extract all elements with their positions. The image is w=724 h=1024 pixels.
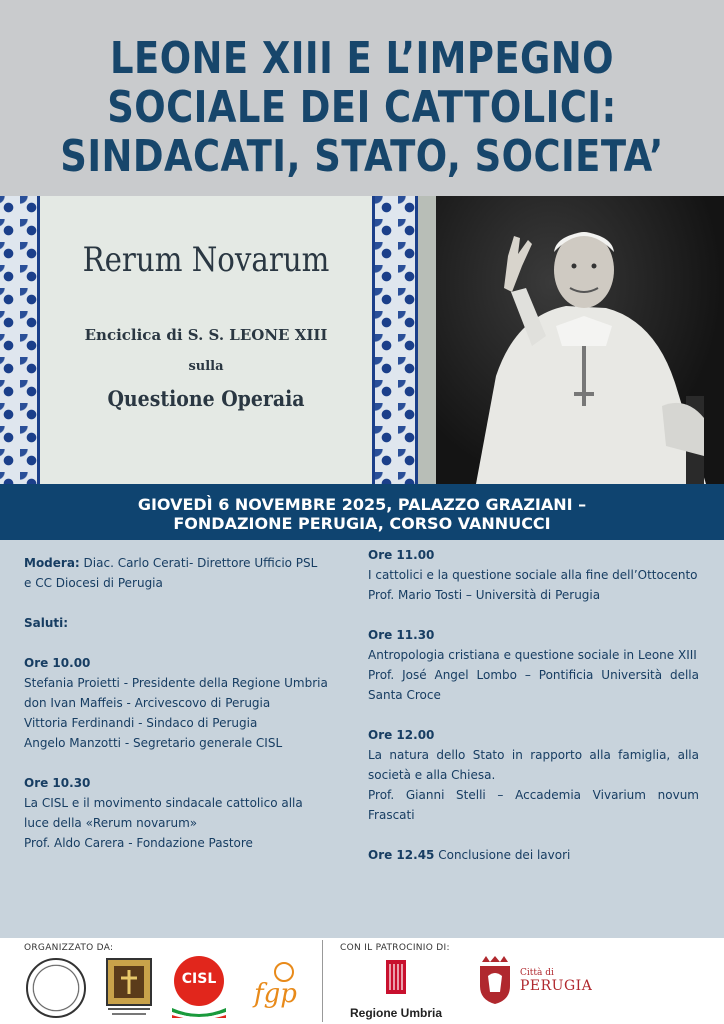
- regione-umbria-emblem-icon: [340, 956, 452, 1002]
- session-time: Ore 10.00: [24, 656, 91, 670]
- program-right-column: [368, 545, 699, 865]
- greeting-speaker-1: Stefania Proietti - Presidente della Regione Umbria: [24, 676, 328, 690]
- ornamental-border-right: [372, 196, 418, 484]
- moderator-text: Diac. Carlo Cerati- Direttore Ufficio PSL e CC Diocesi di Perugia: [24, 556, 318, 590]
- session-speaker: Prof. Gianni Stelli – Accademia Vivarium novum Frascati: [368, 788, 699, 822]
- session-speaker: Prof. Mario Tosti – Università di Perugia: [368, 588, 601, 602]
- greeting-speaker-4: Angelo Manzotti - Segretario generale CISL: [24, 736, 283, 750]
- book-edge: [418, 196, 436, 484]
- greeting-speaker-2: don Ivan Maffeis - Arcivescovo di Perugia: [24, 696, 271, 710]
- perugia-name: PERUGIA: [520, 978, 593, 994]
- footer-divider: [322, 940, 323, 1022]
- cover-subtitle: Enciclica di S. S. LEONE XIII: [84, 326, 328, 344]
- image-row: [0, 196, 724, 484]
- session-topic: I cattolici e la questione sociale alla fine dell’Ottocento: [368, 568, 698, 582]
- cisl-flag-icon: [172, 1006, 226, 1018]
- session-1130: [368, 625, 699, 705]
- session-1000: [24, 653, 328, 753]
- cover-topic: Questione Operaia: [107, 386, 305, 411]
- session-1245: [368, 845, 699, 865]
- patronage-label: CON IL PATROCINIO DI:: [340, 943, 450, 953]
- session-topic: Antropologia cristiana e questione sociale in Leone XIII: [368, 648, 697, 662]
- regione-umbria-logo: [340, 956, 452, 1022]
- session-topic: La CISL e il movimento sindacale cattolico alla luce della «Rerum novarum»: [24, 796, 303, 830]
- cisl-logo-text: CISL: [181, 971, 217, 987]
- session-1030: [24, 773, 328, 853]
- moderator-block: [24, 553, 328, 593]
- greeting-speaker-3: Vittoria Ferdinandi - Sindaco di Perugia: [24, 716, 258, 730]
- greetings-block: [24, 613, 328, 633]
- pope-figure-icon: [436, 196, 724, 484]
- cover-text: [40, 196, 372, 484]
- date-line-2: FONDAZIONE PERUGIA, CORSO VANNUCCI: [173, 514, 551, 533]
- date-band: [0, 484, 724, 540]
- title-band: [0, 0, 724, 196]
- session-1100: [368, 545, 699, 605]
- session-speaker: Prof. Aldo Carera - Fondazione Pastore: [24, 836, 253, 850]
- cover-title: Rerum Novarum: [82, 240, 330, 280]
- ornamental-border-left: [0, 196, 40, 484]
- session-topic: La natura dello Stato in rapporto alla famiglia, alla società e alla Chiesa.: [368, 748, 699, 782]
- date-line-1: GIOVEDÌ 6 NOVEMBRE 2025, PALAZZO GRAZIANI –: [137, 495, 587, 514]
- greetings-label: Saluti:: [24, 616, 69, 630]
- cisl-logo: [174, 956, 224, 1006]
- diocese-seal-icon: [26, 958, 86, 1018]
- moderator-label: Modera:: [24, 556, 80, 570]
- title-line-2: SOCIALE DEI CATTOLICI:: [107, 82, 617, 133]
- rerum-novarum-cover: [0, 196, 436, 484]
- session-time: Ore 10.30: [24, 776, 91, 790]
- fgp-logo-text: fgp: [254, 979, 297, 1009]
- fgp-logo-icon: [250, 958, 306, 1014]
- footer-logos: [0, 938, 724, 1024]
- session-topic: Conclusione dei lavori: [434, 848, 571, 862]
- session-speaker: Prof. José Angel Lombo – Pontificia Università della Santa Croce: [368, 668, 699, 702]
- session-time: Ore 12.45: [368, 848, 435, 862]
- program-left-column: [24, 553, 328, 853]
- pastoral-office-logo-icon: [106, 958, 152, 1018]
- event-date-location: [0, 495, 724, 533]
- session-1200: [368, 725, 699, 825]
- session-time: Ore 12.00: [368, 728, 435, 742]
- regione-umbria-text: Regione Umbria: [349, 1006, 442, 1020]
- title-line-3: SINDACATI, STATO, SOCIETA’: [60, 131, 664, 182]
- perugia-city-label: Città di: [520, 968, 554, 978]
- session-time: Ore 11.00: [368, 548, 435, 562]
- organized-by-label: ORGANIZZATO DA:: [24, 943, 114, 953]
- perugia-crest-icon: [476, 956, 514, 1004]
- pope-leo-xiii-photo: [436, 196, 724, 484]
- session-time: Ore 11.30: [368, 628, 435, 642]
- event-title: [58, 34, 666, 181]
- cover-sulla: sulla: [188, 359, 224, 374]
- title-line-1: LEONE XIII E L’IMPEGNO: [110, 33, 614, 84]
